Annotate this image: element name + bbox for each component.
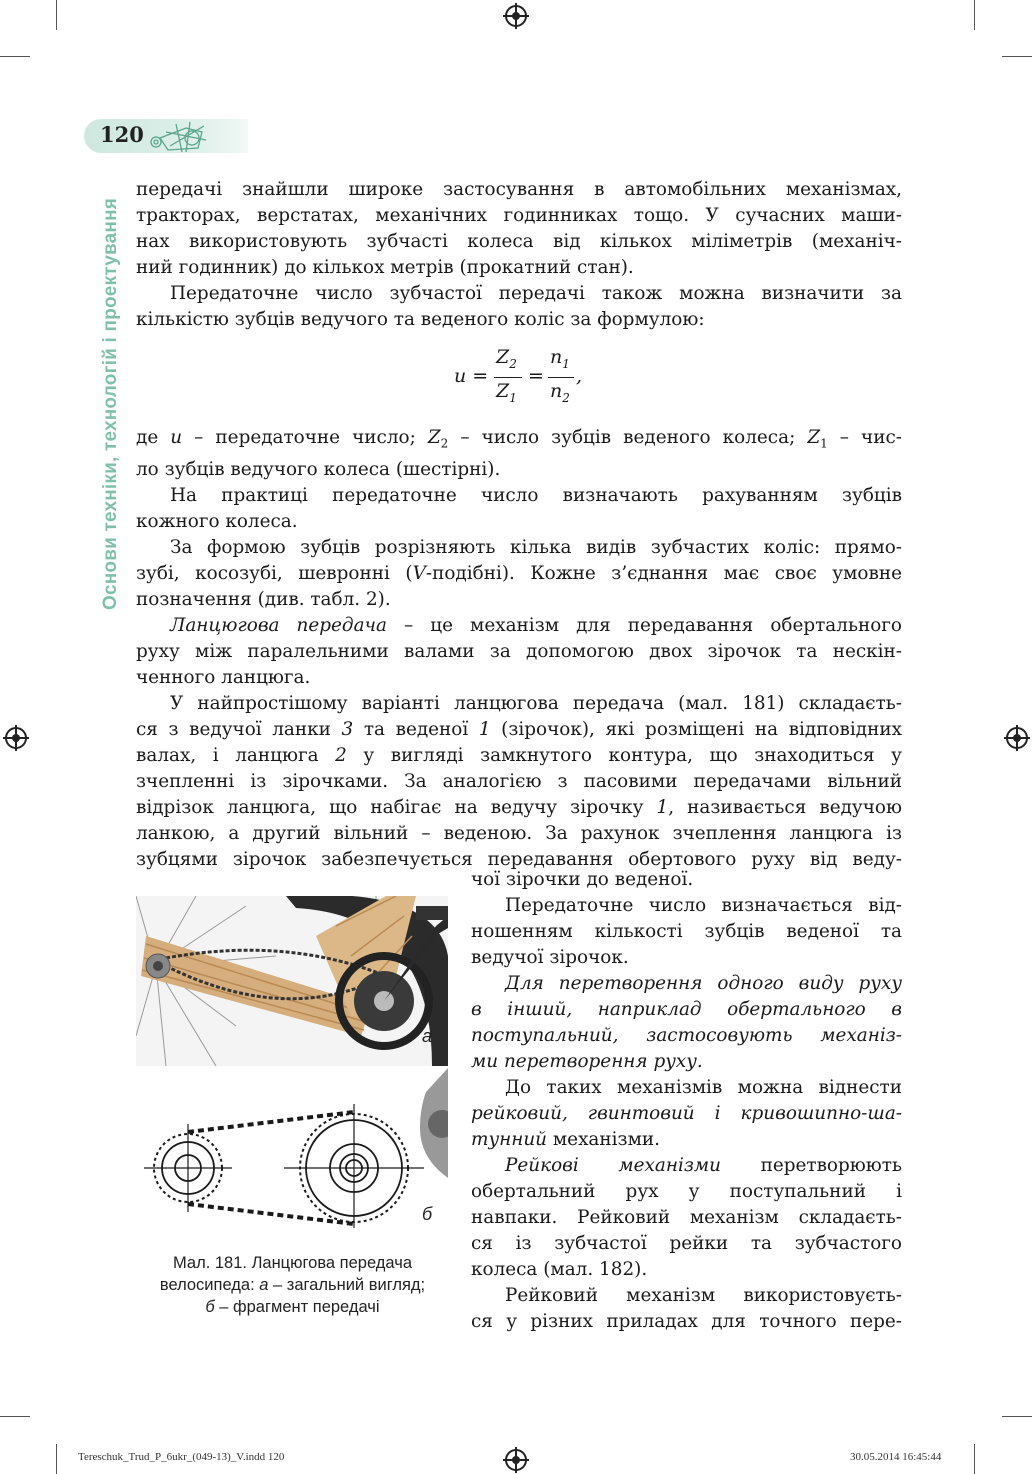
figure-label-b: б <box>422 1204 433 1224</box>
paragraph-line: валах, і ланцюга 2 у вигляді замкнутого контура, що знаходиться у <box>136 744 903 766</box>
crop-mark <box>974 1444 975 1474</box>
paragraph-line: тракторах, верстатах, механічних годинниках тощо. У сучасних маши- <box>136 205 902 226</box>
paragraph-line: нах використовують зубчасті колеса від кількох міліметрів (механіч- <box>136 231 902 252</box>
gear-ratio-formula <box>452 344 602 414</box>
paragraph-line: ми перетворення руху. <box>471 1051 703 1072</box>
crop-mark <box>0 1416 30 1417</box>
paragraph-line: ношенням кількості зубців веденої та <box>471 921 902 942</box>
main-text-middle <box>136 425 902 873</box>
paragraph: На практиці передаточне число визначають рахуванням зубців <box>170 484 902 506</box>
caption-line: б – фрагмент передачі <box>205 1298 380 1316</box>
crop-mark <box>974 0 975 30</box>
paragraph: Ланцюгова передача – це механізм для передавання обертального <box>170 614 902 636</box>
formula-lhs: u = <box>454 365 489 387</box>
section-side-title: Основи техніки, технологій і проектування <box>100 197 121 610</box>
paragraph-line: рейковий, гвинтовий і кривошипно-ша- <box>471 1103 902 1124</box>
paragraph-line: ся з ведучої ланки 3 та веденої 1 (зірочок), які розміщені на відповідних <box>136 718 902 740</box>
paragraph: Передаточне число визначається від- <box>505 895 902 916</box>
paragraph: Рейкові механізми перетворюють <box>505 1155 902 1176</box>
fraction-denominator: $Z_1$ <box>496 380 517 405</box>
caption-line: Мал. 181. Ланцюгова передача <box>172 1254 413 1272</box>
fraction-bar <box>494 377 522 378</box>
page-number: 120 <box>100 122 144 147</box>
paragraph-line: ведучої зірочок. <box>471 947 629 968</box>
paragraph: У найпростішому варіанті ланцюгова передача (мал. 181) складаєть- <box>170 692 902 714</box>
paragraph-line: позначення (див. табл. 2). <box>136 588 391 610</box>
paragraph-line: ся із зубчастої рейки та зубчастого <box>471 1233 902 1254</box>
paragraph-line: тунний механізми. <box>471 1129 660 1150</box>
crop-mark <box>56 0 57 30</box>
paragraph-line: ланкою, а другий вільний – веденою. За рахунок зчеплення ланцюга із <box>136 822 902 844</box>
registration-mark-icon <box>5 727 27 749</box>
paragraph-line: обертальний рух у поступальний і <box>471 1181 902 1202</box>
formula-comma: , <box>576 365 583 387</box>
paragraph: Рейковий механізм використовуєть- <box>505 1285 902 1306</box>
fraction-denominator: $n_2$ <box>550 380 570 405</box>
paragraph: За формою зубців розрізняють кілька видів зубчастих коліс: прямо- <box>170 536 902 558</box>
paragraph-line: зубцями зірочок забезпечується передавання обертового руху від веду- <box>136 848 902 870</box>
crop-mark <box>1002 1416 1032 1417</box>
footer-date: 30.05.2014 16:45:44 <box>850 1451 942 1463</box>
main-text-top <box>136 177 902 333</box>
footer-filename: Tereschuk_Trud_P_6ukr_(049-13)_V.indd 120 <box>78 1451 285 1463</box>
paragraph-line: кількістю зубців ведучого та веденого коліс за формулою: <box>136 309 705 330</box>
crop-mark <box>56 1444 57 1474</box>
equals-sign: = <box>528 365 544 387</box>
paragraph-line: руху між паралельними валами за допомогою двох зірочок та нескін- <box>136 640 902 662</box>
paragraph: Передаточне число зубчастої передачі також можна визначити за <box>170 283 902 304</box>
paragraph-line: ний годинник) до кількох метрів (прокатний стан). <box>136 257 634 278</box>
caption-line: велосипеда: а – загальний вигляд; <box>159 1276 426 1294</box>
paragraph-line: зубі, косозубі, шевронні (V-подібні). Кожне з’єднання має своє умовне <box>136 562 903 584</box>
chain-drive-drawing <box>136 1068 448 1232</box>
right-column-text <box>471 867 902 1335</box>
paragraph: передачі знайшли широке застосування в автомобільних механізмах, <box>136 179 902 200</box>
paragraph-line: ло зубців ведучого колеса (шестірні). <box>136 458 501 480</box>
registration-mark-icon <box>505 1449 527 1471</box>
paragraph-line: ся у різних приладах для точного пере- <box>471 1311 902 1332</box>
paragraph-line: в інший, наприклад обертального в <box>471 999 902 1020</box>
paragraph-line: ченного ланцюга. <box>136 666 311 688</box>
registration-mark-icon <box>1006 727 1028 749</box>
paragraph-line: кожного колеса. <box>136 510 298 532</box>
figure-label-a: а <box>422 1026 433 1046</box>
gear-sketch-icon <box>146 120 216 154</box>
figure-caption <box>130 1252 455 1318</box>
registration-mark-icon <box>505 5 527 27</box>
paragraph: До таких механізмів можна віднести <box>505 1077 902 1098</box>
paragraph: Для перетворення одного виду руху <box>505 973 902 994</box>
paragraph-line: зчепленні із зірочками. За аналогією з пасовими передачами вільний <box>136 770 902 792</box>
bicycle-chain-photo <box>136 896 448 1066</box>
paragraph-line: відрізок ланцюга, що набігає на ведучу зірочку 1, називається ведучою <box>136 796 902 818</box>
paragraph: де u – передаточне число; $Z_2$ – число зубців веденого колеса; $Z_1 - чис-$ <box>136 427 902 451</box>
fraction-bar <box>548 377 574 378</box>
fraction-numerator: $Z_2$ <box>496 346 517 371</box>
paragraph-line: поступальний, застосовують механіз- <box>471 1025 902 1046</box>
crop-mark <box>0 56 30 57</box>
paragraph-line: навпаки. Рейковий механізм складаєть- <box>471 1207 902 1228</box>
crop-mark <box>1002 56 1032 57</box>
fraction-numerator: $n_1$ <box>550 346 570 371</box>
paragraph-line: колеса (мал. 182). <box>471 1259 648 1280</box>
paragraph-line: чої зірочки до веденої. <box>471 869 694 890</box>
